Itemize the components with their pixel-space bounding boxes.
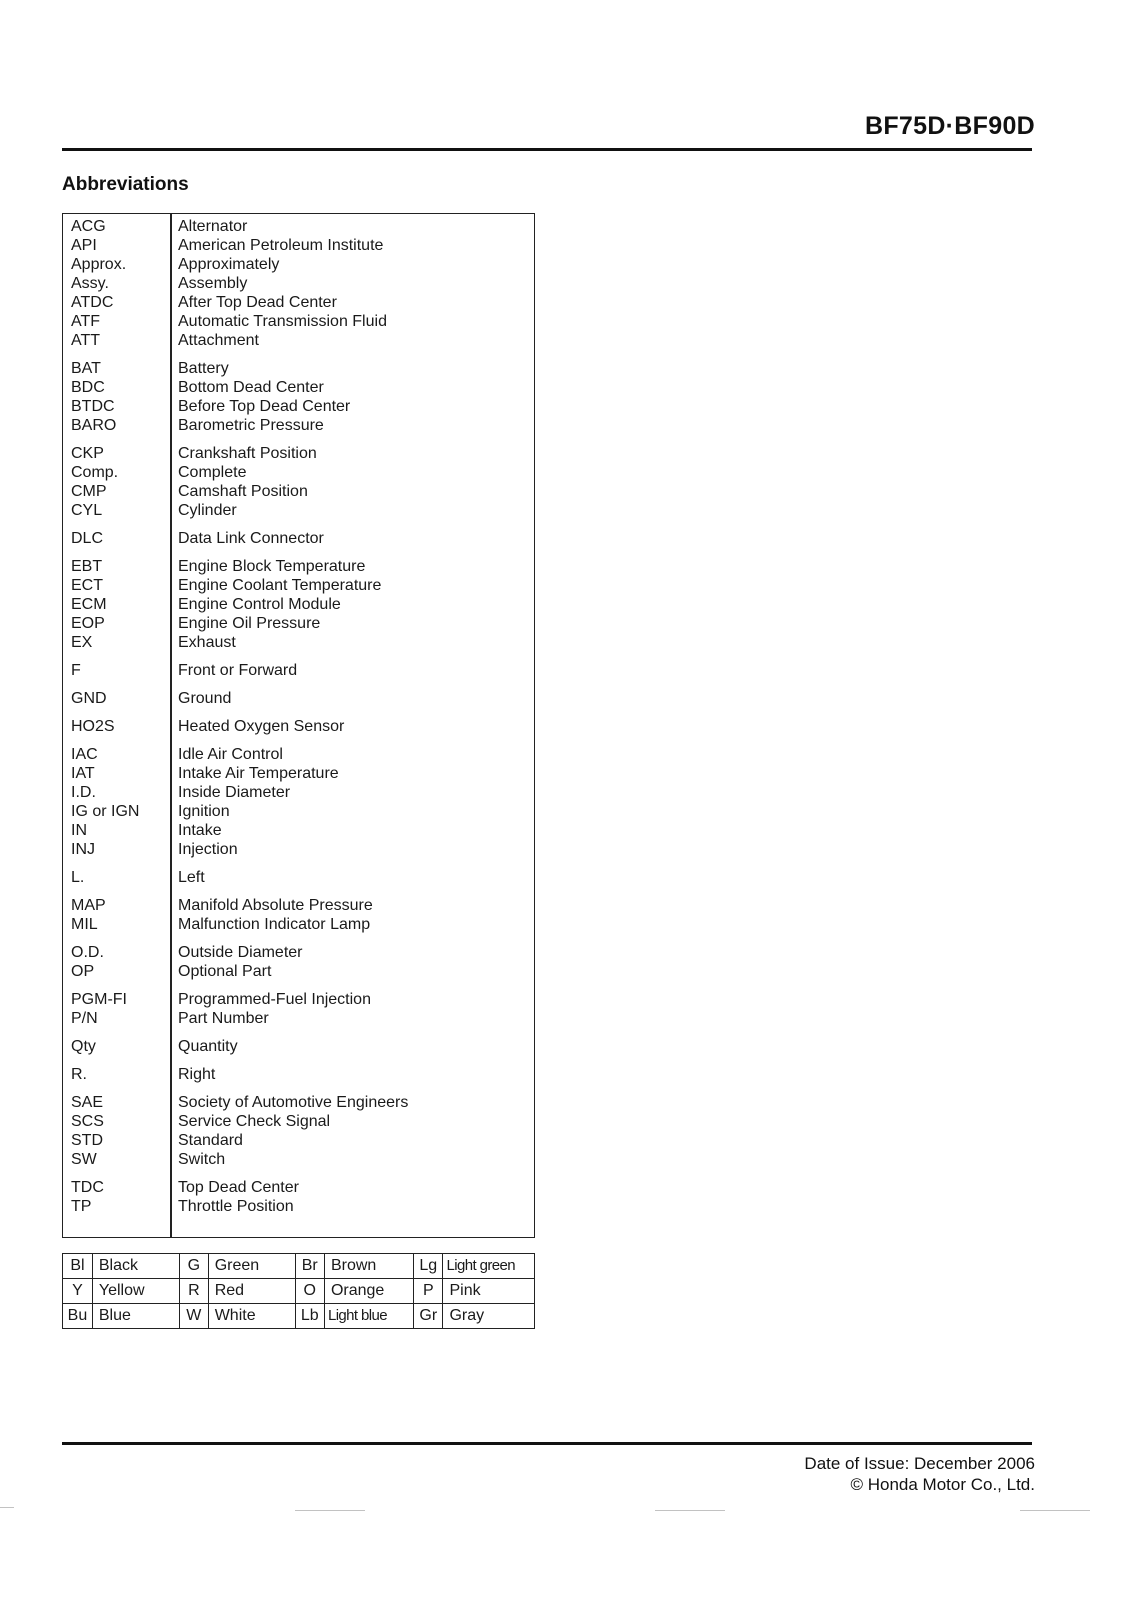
wire-color-name: Red (208, 1279, 295, 1304)
abbreviation-meaning: Intake (178, 822, 222, 839)
abbreviation-code: ECT (71, 577, 103, 594)
abbreviation-meaning: Complete (178, 464, 247, 481)
abbreviation-code: ATT (71, 332, 101, 349)
abbreviation-group (63, 359, 534, 435)
abbreviation-meaning: Idle Air Control (178, 746, 283, 763)
abbreviation-meaning: Injection (178, 841, 238, 858)
abbreviation-row (63, 529, 534, 548)
abbreviations-table (62, 213, 535, 1238)
abbreviation-row (63, 868, 534, 887)
abbreviation-meaning: Battery (178, 360, 229, 377)
wire-color-code: R (180, 1279, 209, 1304)
wire-color-name: Black (92, 1254, 179, 1279)
abbreviation-row (63, 633, 534, 652)
abbreviation-code: MIL (71, 916, 98, 933)
abbreviation-meaning: Standard (178, 1132, 243, 1149)
abbreviation-code: STD (71, 1132, 103, 1149)
abbreviation-row (63, 802, 534, 821)
wire-color-code: Br (295, 1254, 324, 1279)
abbreviation-meaning: Quantity (178, 1038, 238, 1055)
abbreviation-meaning: Switch (178, 1151, 226, 1168)
abbreviation-group (63, 990, 534, 1028)
abbreviation-code: EX (71, 634, 93, 651)
model-title: BF75D·BF90D (865, 112, 1035, 140)
abbreviation-group (63, 689, 534, 708)
abbreviation-row (63, 990, 534, 1009)
abbreviation-meaning: Manifold Absolute Pressure (178, 897, 373, 914)
wire-color-name: Gray (443, 1304, 535, 1329)
wire-color-name: White (208, 1304, 295, 1329)
abbreviation-code: ACG (71, 218, 106, 235)
abbreviation-code: CYL (71, 502, 103, 519)
abbreviation-meaning: Attachment (178, 332, 259, 349)
abbreviation-meaning: Front or Forward (178, 662, 298, 679)
abbreviation-code: API (71, 237, 97, 254)
abbreviation-group (63, 896, 534, 934)
wire-color-name: Yellow (92, 1279, 179, 1304)
abbreviation-row (63, 312, 534, 331)
abbreviation-code: CKP (71, 445, 104, 462)
abbreviation-meaning: Cylinder (178, 502, 237, 519)
abbreviation-row (63, 783, 534, 802)
abbreviation-group (63, 868, 534, 887)
abbreviation-code: L. (71, 869, 85, 886)
abbreviation-code: I.D. (71, 784, 96, 801)
wire-color-code: Y (63, 1279, 93, 1304)
abbreviation-row (63, 217, 534, 236)
wire-color-code: W (180, 1304, 209, 1329)
abbreviation-group (63, 557, 534, 652)
abbreviation-group (63, 717, 534, 736)
footer-rule (62, 1442, 1032, 1445)
abbreviation-code: ECM (71, 596, 107, 613)
abbreviation-meaning: American Petroleum Institute (178, 237, 384, 254)
abbreviation-code: BAT (71, 360, 101, 377)
abbreviation-code: BARO (71, 417, 117, 434)
section-title: Abbreviations (62, 174, 189, 195)
abbreviation-code: SW (71, 1151, 97, 1168)
abbreviation-row (63, 689, 534, 708)
wire-color-code: Bl (63, 1254, 93, 1279)
abbreviation-row (63, 501, 534, 520)
abbreviation-meaning: Before Top Dead Center (178, 398, 351, 415)
abbreviation-code: SCS (71, 1113, 104, 1130)
abbreviation-meaning: Engine Oil Pressure (178, 615, 321, 632)
abbreviation-meaning: Right (178, 1066, 216, 1083)
abbreviation-meaning: Engine Block Temperature (178, 558, 366, 575)
abbreviation-code: IAC (71, 746, 98, 763)
abbreviation-row (63, 1197, 534, 1216)
abbreviation-meaning: Outside Diameter (178, 944, 303, 961)
abbreviation-row (63, 661, 534, 680)
abbreviation-code: Approx. (71, 256, 127, 273)
abbreviation-row (63, 293, 534, 312)
wire-color-name: Light green (443, 1254, 535, 1279)
abbreviation-meaning: Optional Part (178, 963, 272, 980)
wire-color-code: Lb (295, 1304, 324, 1329)
abbreviation-code: PGM-FI (71, 991, 127, 1008)
abbreviation-meaning: Data Link Connector (178, 530, 324, 547)
abbreviation-code: IAT (71, 765, 95, 782)
wire-color-code: P (414, 1279, 443, 1304)
abbreviation-row (63, 236, 534, 255)
abbreviation-group (63, 1178, 534, 1216)
abbreviation-meaning: Malfunction Indicator Lamp (178, 916, 371, 933)
abbreviation-group (63, 745, 534, 859)
wire-color-name: Brown (324, 1254, 413, 1279)
wire-color-name: Orange (324, 1279, 413, 1304)
abbreviation-row (63, 1065, 534, 1084)
abbreviation-code: INJ (71, 841, 95, 858)
abbreviation-group (63, 1037, 534, 1056)
abbreviation-meaning: Service Check Signal (178, 1113, 331, 1130)
abbreviations-list (63, 217, 534, 1225)
abbreviation-code: OP (71, 963, 95, 980)
abbreviation-row (63, 840, 534, 859)
abbreviation-row (63, 1093, 534, 1112)
wire-color-row (63, 1254, 535, 1279)
abbreviation-row (63, 255, 534, 274)
abbreviation-row (63, 1131, 534, 1150)
abbreviation-code: F (71, 662, 81, 679)
copyright: © Honda Motor Co., Ltd. (850, 1475, 1035, 1494)
abbreviation-row (63, 915, 534, 934)
abbreviation-row (63, 378, 534, 397)
abbreviation-row (63, 416, 534, 435)
abbreviation-meaning: Crankshaft Position (178, 445, 317, 462)
abbreviation-code: SAE (71, 1094, 104, 1111)
abbreviation-group (63, 217, 534, 350)
abbreviation-row (63, 331, 534, 350)
abbreviation-code: Assy. (71, 275, 109, 292)
abbreviation-code: MAP (71, 897, 106, 914)
abbreviation-code: DLC (71, 530, 104, 547)
abbreviation-row (63, 397, 534, 416)
wire-color-row (63, 1304, 535, 1329)
scan-artifact (655, 1510, 725, 1511)
abbreviation-code: O.D. (71, 944, 104, 961)
abbreviation-row (63, 896, 534, 915)
footer (804, 1453, 1035, 1495)
abbreviation-row (63, 482, 534, 501)
abbreviation-group (63, 661, 534, 680)
abbreviation-code: ATF (71, 313, 101, 330)
abbreviation-code: CMP (71, 483, 107, 500)
wire-color-code: Lg (414, 1254, 443, 1279)
abbreviation-group (63, 1093, 534, 1169)
abbreviation-group (63, 1065, 534, 1084)
wire-color-code: Bu (63, 1304, 93, 1329)
abbreviation-meaning: Assembly (178, 275, 248, 292)
abbreviation-row (63, 1112, 534, 1131)
abbreviation-row (63, 745, 534, 764)
wire-color-code: O (295, 1279, 324, 1304)
abbreviation-meaning: Programmed-Fuel Injection (178, 991, 371, 1008)
abbreviation-meaning: Part Number (178, 1010, 269, 1027)
abbreviation-row (63, 1009, 534, 1028)
wire-color-row (63, 1279, 535, 1304)
abbreviation-row (63, 463, 534, 482)
wire-color-name: Blue (92, 1304, 179, 1329)
abbreviation-meaning: Alternator (178, 218, 248, 235)
abbreviation-row (63, 1178, 534, 1197)
abbreviation-meaning: Barometric Pressure (178, 417, 324, 434)
abbreviation-meaning: Bottom Dead Center (178, 379, 324, 396)
abbreviation-row (63, 576, 534, 595)
abbreviation-meaning: Throttle Position (178, 1198, 294, 1215)
abbreviation-meaning: Engine Control Module (178, 596, 341, 613)
abbreviation-row (63, 359, 534, 378)
abbreviation-code: GND (71, 690, 107, 707)
abbreviation-code: TDC (71, 1179, 104, 1196)
abbreviation-meaning: Inside Diameter (178, 784, 291, 801)
abbreviation-code: IN (71, 822, 87, 839)
abbreviation-code: IG or IGN (71, 803, 140, 820)
abbreviation-row (63, 821, 534, 840)
abbreviation-row (63, 1150, 534, 1169)
header-rule (62, 148, 1032, 151)
abbreviation-code: EBT (71, 558, 103, 575)
abbreviation-row (63, 557, 534, 576)
wire-color-code: G (180, 1254, 209, 1279)
abbreviation-meaning: Ignition (178, 803, 230, 820)
abbreviation-meaning: Society of Automotive Engineers (178, 1094, 409, 1111)
abbreviation-group (63, 444, 534, 520)
abbreviation-row (63, 614, 534, 633)
abbreviation-row (63, 1037, 534, 1056)
issue-date: Date of Issue: December 2006 (804, 1454, 1035, 1473)
wire-color-name: Green (208, 1254, 295, 1279)
abbreviation-code: Qty (71, 1038, 96, 1055)
abbreviation-code: HO2S (71, 718, 115, 735)
abbreviation-code: ATDC (71, 294, 114, 311)
abbreviation-row (63, 962, 534, 981)
abbreviation-meaning: Intake Air Temperature (178, 765, 339, 782)
abbreviation-code: P/N (71, 1010, 98, 1027)
abbreviation-meaning: Approximately (178, 256, 280, 273)
wire-color-code: Gr (414, 1304, 443, 1329)
abbreviation-row (63, 717, 534, 736)
scan-artifact (295, 1510, 365, 1511)
abbreviation-row (63, 764, 534, 783)
abbreviation-meaning: Left (178, 869, 205, 886)
abbreviation-code: BTDC (71, 398, 115, 415)
abbreviation-row (63, 274, 534, 293)
abbreviation-row (63, 943, 534, 962)
wire-color-name: Light blue (324, 1304, 413, 1329)
abbreviation-code: TP (71, 1198, 92, 1215)
abbreviation-code: Comp. (71, 464, 119, 481)
abbreviation-meaning: After Top Dead Center (178, 294, 337, 311)
abbreviation-code: R. (71, 1066, 87, 1083)
wire-color-name: Pink (443, 1279, 535, 1304)
wire-color-table (62, 1253, 535, 1329)
abbreviation-meaning: Automatic Transmission Fluid (178, 313, 387, 330)
abbreviation-meaning: Top Dead Center (178, 1179, 299, 1196)
abbreviation-row (63, 444, 534, 463)
abbreviation-meaning: Exhaust (178, 634, 236, 651)
abbreviation-meaning: Ground (178, 690, 232, 707)
abbreviation-meaning: Engine Coolant Temperature (178, 577, 382, 594)
abbreviation-meaning: Camshaft Position (178, 483, 308, 500)
scan-artifact (0, 1507, 14, 1508)
abbreviation-code: BDC (71, 379, 105, 396)
abbreviation-meaning: Heated Oxygen Sensor (178, 718, 345, 735)
scan-artifact (1020, 1510, 1090, 1511)
abbreviation-row (63, 595, 534, 614)
abbreviation-group (63, 529, 534, 548)
abbreviation-code: EOP (71, 615, 105, 632)
abbreviation-group (63, 943, 534, 981)
